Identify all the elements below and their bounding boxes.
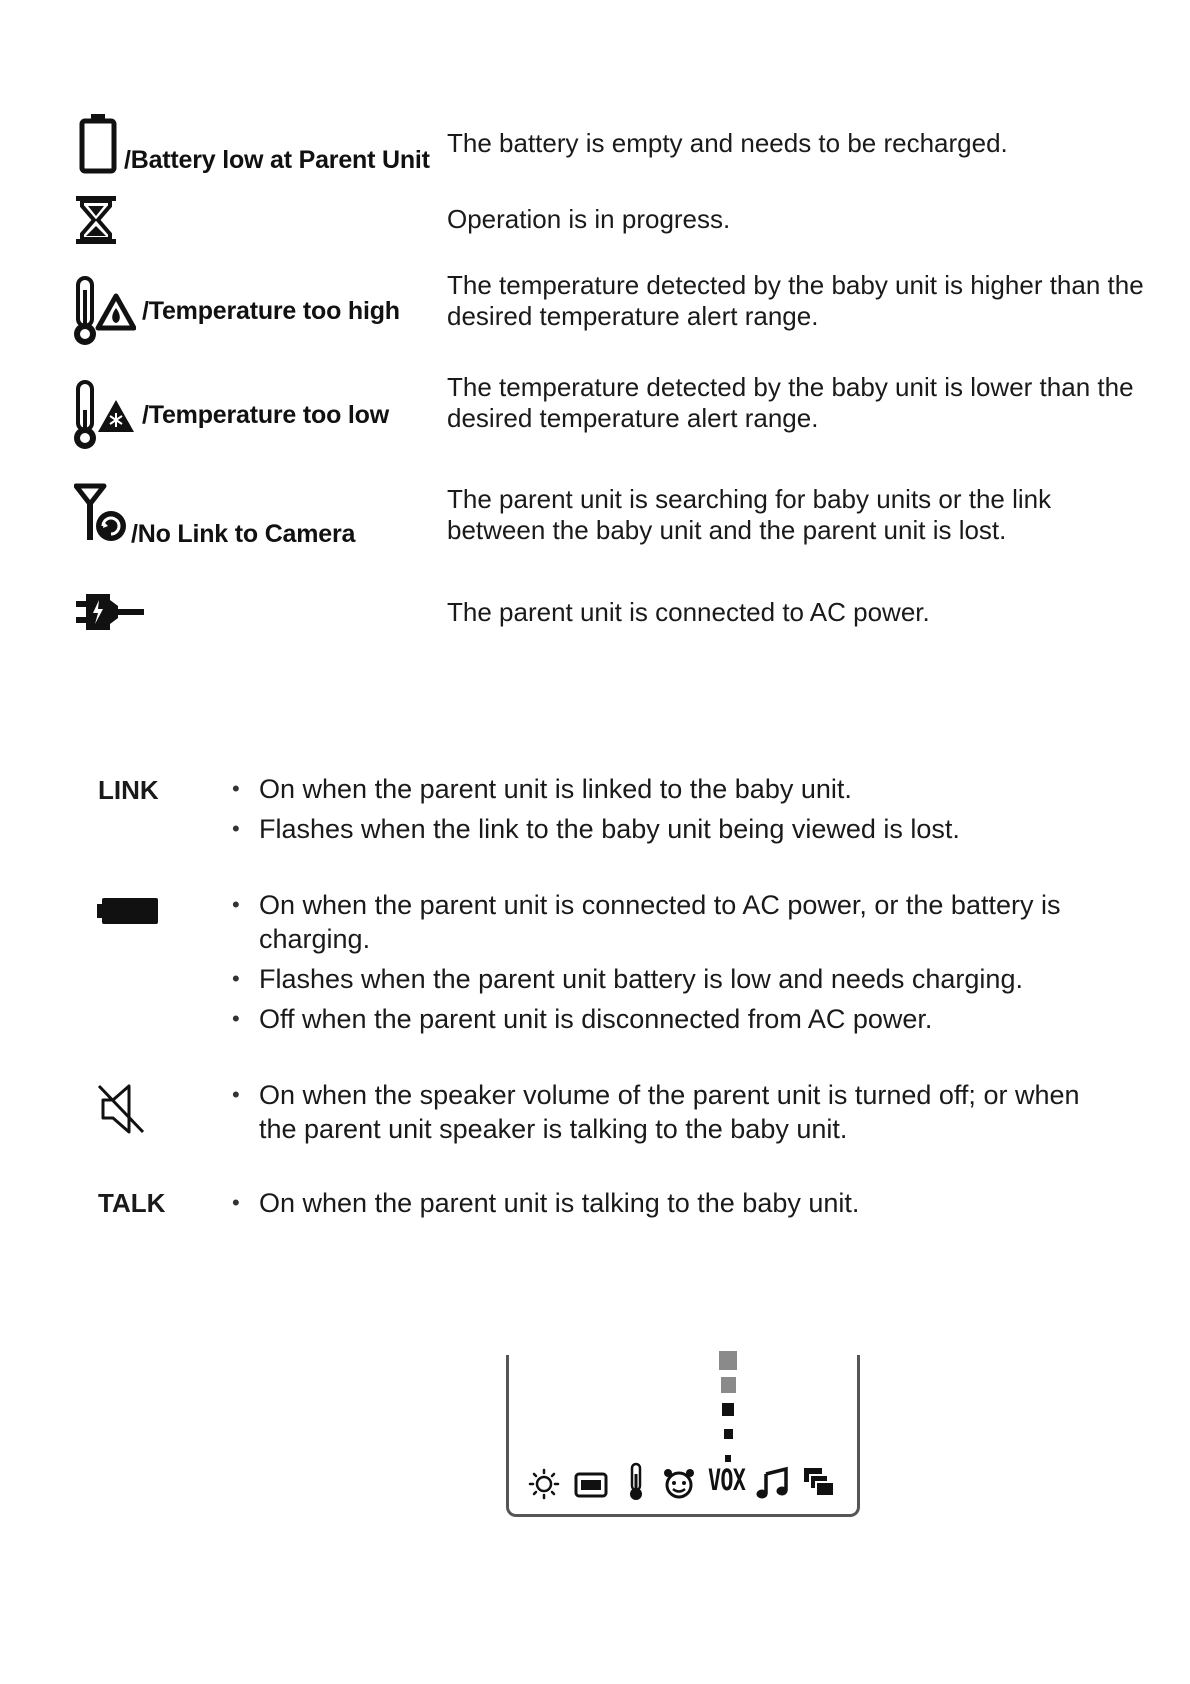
camera-select-icon [802, 1466, 836, 1500]
status-label: /No Link to Camera [131, 520, 356, 548]
ac-plug-icon [76, 592, 146, 632]
bullet-item: • On when the parent unit is talking to the baby unit. [232, 1186, 1112, 1220]
bullet-item: • On when the parent unit is linked to the baby unit. [232, 772, 1112, 806]
led-bullets [232, 1078, 1112, 1146]
status-description: The battery is empty and needs to be recharged. [447, 128, 1008, 158]
status-label: /Battery low at Parent Unit [124, 146, 430, 174]
status-label: /Temperature too high [142, 297, 400, 325]
bullet-item: • On when the speaker volume of the parent unit is turned off; or when the parent unit speaker is talking to the baby unit. [232, 1078, 1112, 1146]
hourglass-icon [74, 194, 118, 246]
thermometer-icon [626, 1462, 646, 1502]
status-label: /Temperature too low [142, 401, 389, 429]
music-note-icon [756, 1466, 790, 1500]
led-name: LINK [98, 775, 159, 805]
status-description: The parent unit is searching for baby units or the link between the baby unit and the parent unit is lost. [447, 484, 1052, 545]
status-description: The parent unit is connected to AC power. [447, 597, 930, 627]
bullet-item: • Flashes when the link to the baby unit being viewed is lost. [232, 812, 1112, 846]
bullet-item: • Off when the parent unit is disconnected from AC power. [232, 1002, 1112, 1036]
brightness-icon [528, 1468, 560, 1500]
status-description: Operation is in progress. [447, 204, 731, 234]
led-bullets [232, 772, 1112, 846]
vox-icon: VOX [708, 1463, 746, 1497]
lullaby-face-icon [662, 1466, 696, 1500]
screen-icon [574, 1472, 608, 1498]
no-link-icon [74, 482, 130, 544]
led-bullets [232, 1186, 1112, 1220]
temperature-high-icon [70, 276, 136, 348]
bullet-item: • Flashes when the parent unit battery is low and needs charging. [232, 962, 1112, 996]
bullet-item: • On when the parent unit is connected to AC power, or the battery is charging. [232, 888, 1089, 956]
led-name: TALK [98, 1188, 166, 1218]
status-description: The temperature detected by the baby unit is lower than the desired temperature alert range. [447, 372, 1134, 433]
speaker-mute-icon [97, 1082, 147, 1136]
battery-full-icon [97, 896, 159, 926]
temperature-low-icon [70, 380, 136, 452]
led-bullets [232, 888, 1112, 1036]
battery-empty-icon [78, 112, 118, 174]
status-description: The temperature detected by the baby unit is higher than the desired temperature alert range. [447, 270, 1144, 331]
